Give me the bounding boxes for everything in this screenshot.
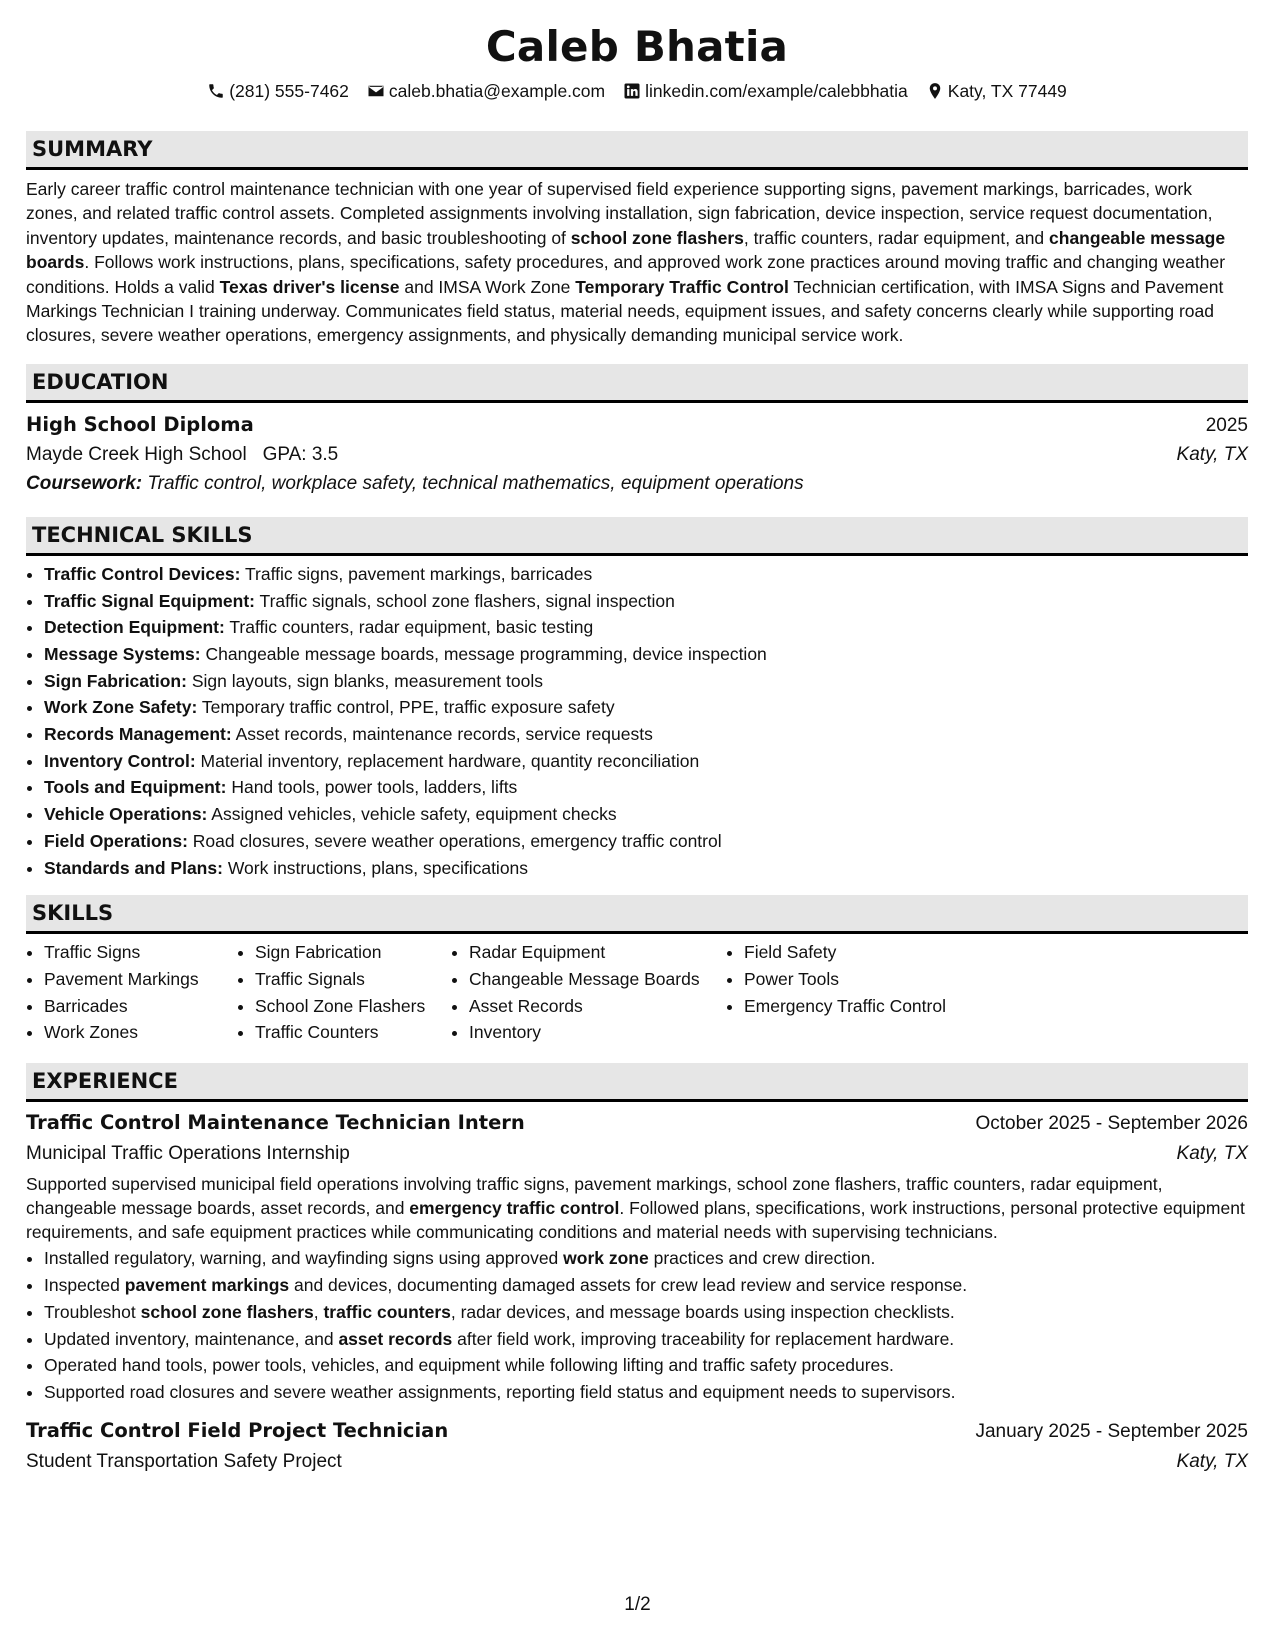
list-item: • Radar Equipment xyxy=(469,939,726,966)
candidate-name: Caleb Bhatia xyxy=(485,22,789,71)
coursework-label: Coursework: xyxy=(26,472,143,494)
skills-column xyxy=(237,939,451,1046)
skills-heading: SKILLS xyxy=(26,895,1248,934)
technical-skills-section xyxy=(26,517,1248,881)
skills-grid xyxy=(26,939,1248,1046)
skills-column xyxy=(726,939,1004,1046)
list-item: • Barricades xyxy=(44,993,237,1020)
list-item: • Detection Equipment: Traffic counters, radar equipment, basic testing xyxy=(44,614,1248,641)
list-item: • Sign Fabrication: Sign layouts, sign blanks, measurement tools xyxy=(44,668,1248,695)
list-item: • Vehicle Operations: Assigned vehicles, vehicle safety, equipment checks xyxy=(44,801,1248,828)
list-item: • Installed regulatory, warning, and wayfinding signs using approved work zone practices and crew direction. xyxy=(44,1245,1248,1272)
list-item: • Inspected pavement markings and devices, documenting damaged assets for crew lead review and service response. xyxy=(44,1272,1248,1299)
list-item: • Emergency Traffic Control xyxy=(744,993,1004,1020)
education-school-row xyxy=(26,440,1248,469)
technical-skills-heading: TECHNICAL SKILLS xyxy=(26,517,1248,556)
education-heading: EDUCATION xyxy=(26,364,1248,403)
job-dates: January 2025 - September 2025 xyxy=(975,1420,1248,1442)
gpa: GPA: 3.5 xyxy=(262,443,339,465)
list-item: • Traffic Control Devices: Traffic signs, pavement markings, barricades xyxy=(44,561,1248,588)
list-item: • Operated hand tools, power tools, vehicles, and equipment while following lifting and traffic safety procedures. xyxy=(44,1352,1248,1379)
map-pin-icon xyxy=(926,82,944,100)
job-org: Municipal Traffic Operations Internship xyxy=(26,1143,350,1165)
email-text: caleb.bhatia@example.com xyxy=(388,81,606,101)
location-text: Katy, TX 77449 xyxy=(947,81,1067,101)
contact-linkedin[interactable] xyxy=(623,80,908,102)
list-item: • Updated inventory, maintenance, and asset records after field work, improving traceability for replacement hardware. xyxy=(44,1326,1248,1353)
skills-section xyxy=(26,895,1248,1046)
experience-section xyxy=(26,1063,1248,1477)
contact-location xyxy=(926,80,1067,102)
list-item: • Power Tools xyxy=(744,966,1004,993)
job-title: Traffic Control Field Project Technician xyxy=(26,1418,449,1442)
summary-text: Early career traffic control maintenance technician with one year of supervised field experience supporting signs, pavement markings, barricades, work zones, and related traffic control assets. Completed assignments involving installation, sign fabrication, device inspection, service request documentation, inventory updates, maintenance records, and basic troubleshooting of school zone flashers, traffic counters, radar equipment, and changeable message boards. Follows work instructions, plans, specifications, safety procedures, and approved work zone practices around moving traffic and changing weather conditions. Holds a valid Texas driver's license and IMSA Work Zone Temporary Traffic Control Technician certification, with IMSA Signs and Pavement Markings Technician I training underway. Communicates field status, material needs, equipment issues, and safety concerns clearly while supporting road closures, severe weather operations, emergency assignments, and physically demanding municipal service work. xyxy=(26,179,1226,346)
job-header-row xyxy=(26,1416,1248,1447)
job-title: Traffic Control Maintenance Technician Intern xyxy=(26,1111,525,1135)
coursework xyxy=(26,469,1248,498)
skills-column xyxy=(26,939,237,1046)
list-item: • Asset Records xyxy=(469,993,726,1020)
education-section xyxy=(26,364,1248,498)
job-entry xyxy=(26,1416,1248,1477)
contact-email[interactable] xyxy=(367,80,605,102)
school-name: Mayde Creek High School xyxy=(26,443,247,465)
summary-heading: SUMMARY xyxy=(26,131,1248,170)
list-item: • Work Zones xyxy=(44,1019,237,1046)
list-item: • Traffic Counters xyxy=(255,1019,451,1046)
job-location: Katy, TX xyxy=(1176,1450,1248,1472)
list-item: • Troubleshot school zone flashers, traffic counters, radar devices, and message boards using inspection checklists. xyxy=(44,1299,1248,1326)
contact-phone xyxy=(207,80,349,102)
list-item: • Message Systems: Changeable message boards, message programming, device inspection xyxy=(44,641,1248,668)
experience-heading: EXPERIENCE xyxy=(26,1063,1248,1102)
list-item: • Work Zone Safety: Temporary traffic control, PPE, traffic exposure safety xyxy=(44,694,1248,721)
list-item: • Supported road closures and severe weather assignments, reporting field status and equipment needs to supervisors. xyxy=(44,1379,1248,1406)
job-summary: Supported supervised municipal field operations involving traffic signs, pavement markings, school zone flashers, traffic counters, radar equipment, changeable message boards, asset records, and emergency traffic control. Followed plans, specifications, work instructions, personal protective equipment requirements, and safe equipment practices while communicating conditions and material needs with supervising technicians. xyxy=(26,1174,1245,1242)
technical-skills-list xyxy=(26,561,1248,881)
phone-text: (281) 555-7462 xyxy=(229,81,349,101)
list-item: • Standards and Plans: Work instructions, plans, specifications xyxy=(44,855,1248,882)
linkedin-icon xyxy=(623,82,641,100)
list-item: • Field Safety xyxy=(744,939,1004,966)
list-item: • Traffic Signal Equipment: Traffic signals, school zone flashers, signal inspection xyxy=(44,588,1248,615)
graduation-year: 2025 xyxy=(1205,414,1248,436)
job-header-row xyxy=(26,1108,1248,1139)
job-dates: October 2025 - September 2026 xyxy=(975,1113,1248,1135)
list-item: • Pavement Markings xyxy=(44,966,237,993)
phone-icon xyxy=(207,82,225,100)
list-item: • Records Management: Asset records, maintenance records, service requests xyxy=(44,721,1248,748)
contact-bar xyxy=(26,80,1248,102)
job-org-row xyxy=(26,1447,1248,1477)
school-info xyxy=(26,440,338,469)
list-item: • Traffic Signals xyxy=(255,966,451,993)
job-location: Katy, TX xyxy=(1176,1143,1248,1165)
job-bullets xyxy=(26,1245,1248,1405)
skills-column xyxy=(451,939,726,1046)
job-org: Student Transportation Safety Project xyxy=(26,1450,342,1472)
list-item: • Inventory xyxy=(469,1019,726,1046)
list-item: • Inventory Control: Material inventory, replacement hardware, quantity reconciliation xyxy=(44,748,1248,775)
school-location: Katy, TX xyxy=(1176,443,1248,465)
degree-title: High School Diploma xyxy=(26,412,254,436)
list-item: • Changeable Message Boards xyxy=(469,966,726,993)
job-entry xyxy=(26,1108,1248,1406)
summary-section xyxy=(26,131,1248,348)
list-item: • School Zone Flashers xyxy=(255,993,451,1020)
resume-page xyxy=(26,22,1248,1477)
page-number: 1/2 xyxy=(624,1594,651,1615)
list-item: • Traffic Signs xyxy=(44,939,237,966)
coursework-text: Traffic control, workplace safety, technical mathematics, equipment operations xyxy=(147,472,804,494)
list-item: • Tools and Equipment: Hand tools, power tools, ladders, lifts xyxy=(44,774,1248,801)
envelope-icon xyxy=(367,82,385,100)
linkedin-text: linkedin.com/example/calebbhatia xyxy=(645,81,908,101)
list-item: • Field Operations: Road closures, severe weather operations, emergency traffic control xyxy=(44,828,1248,855)
job-org-row xyxy=(26,1139,1248,1169)
list-item: • Sign Fabrication xyxy=(255,939,451,966)
education-header-row xyxy=(26,410,1248,440)
